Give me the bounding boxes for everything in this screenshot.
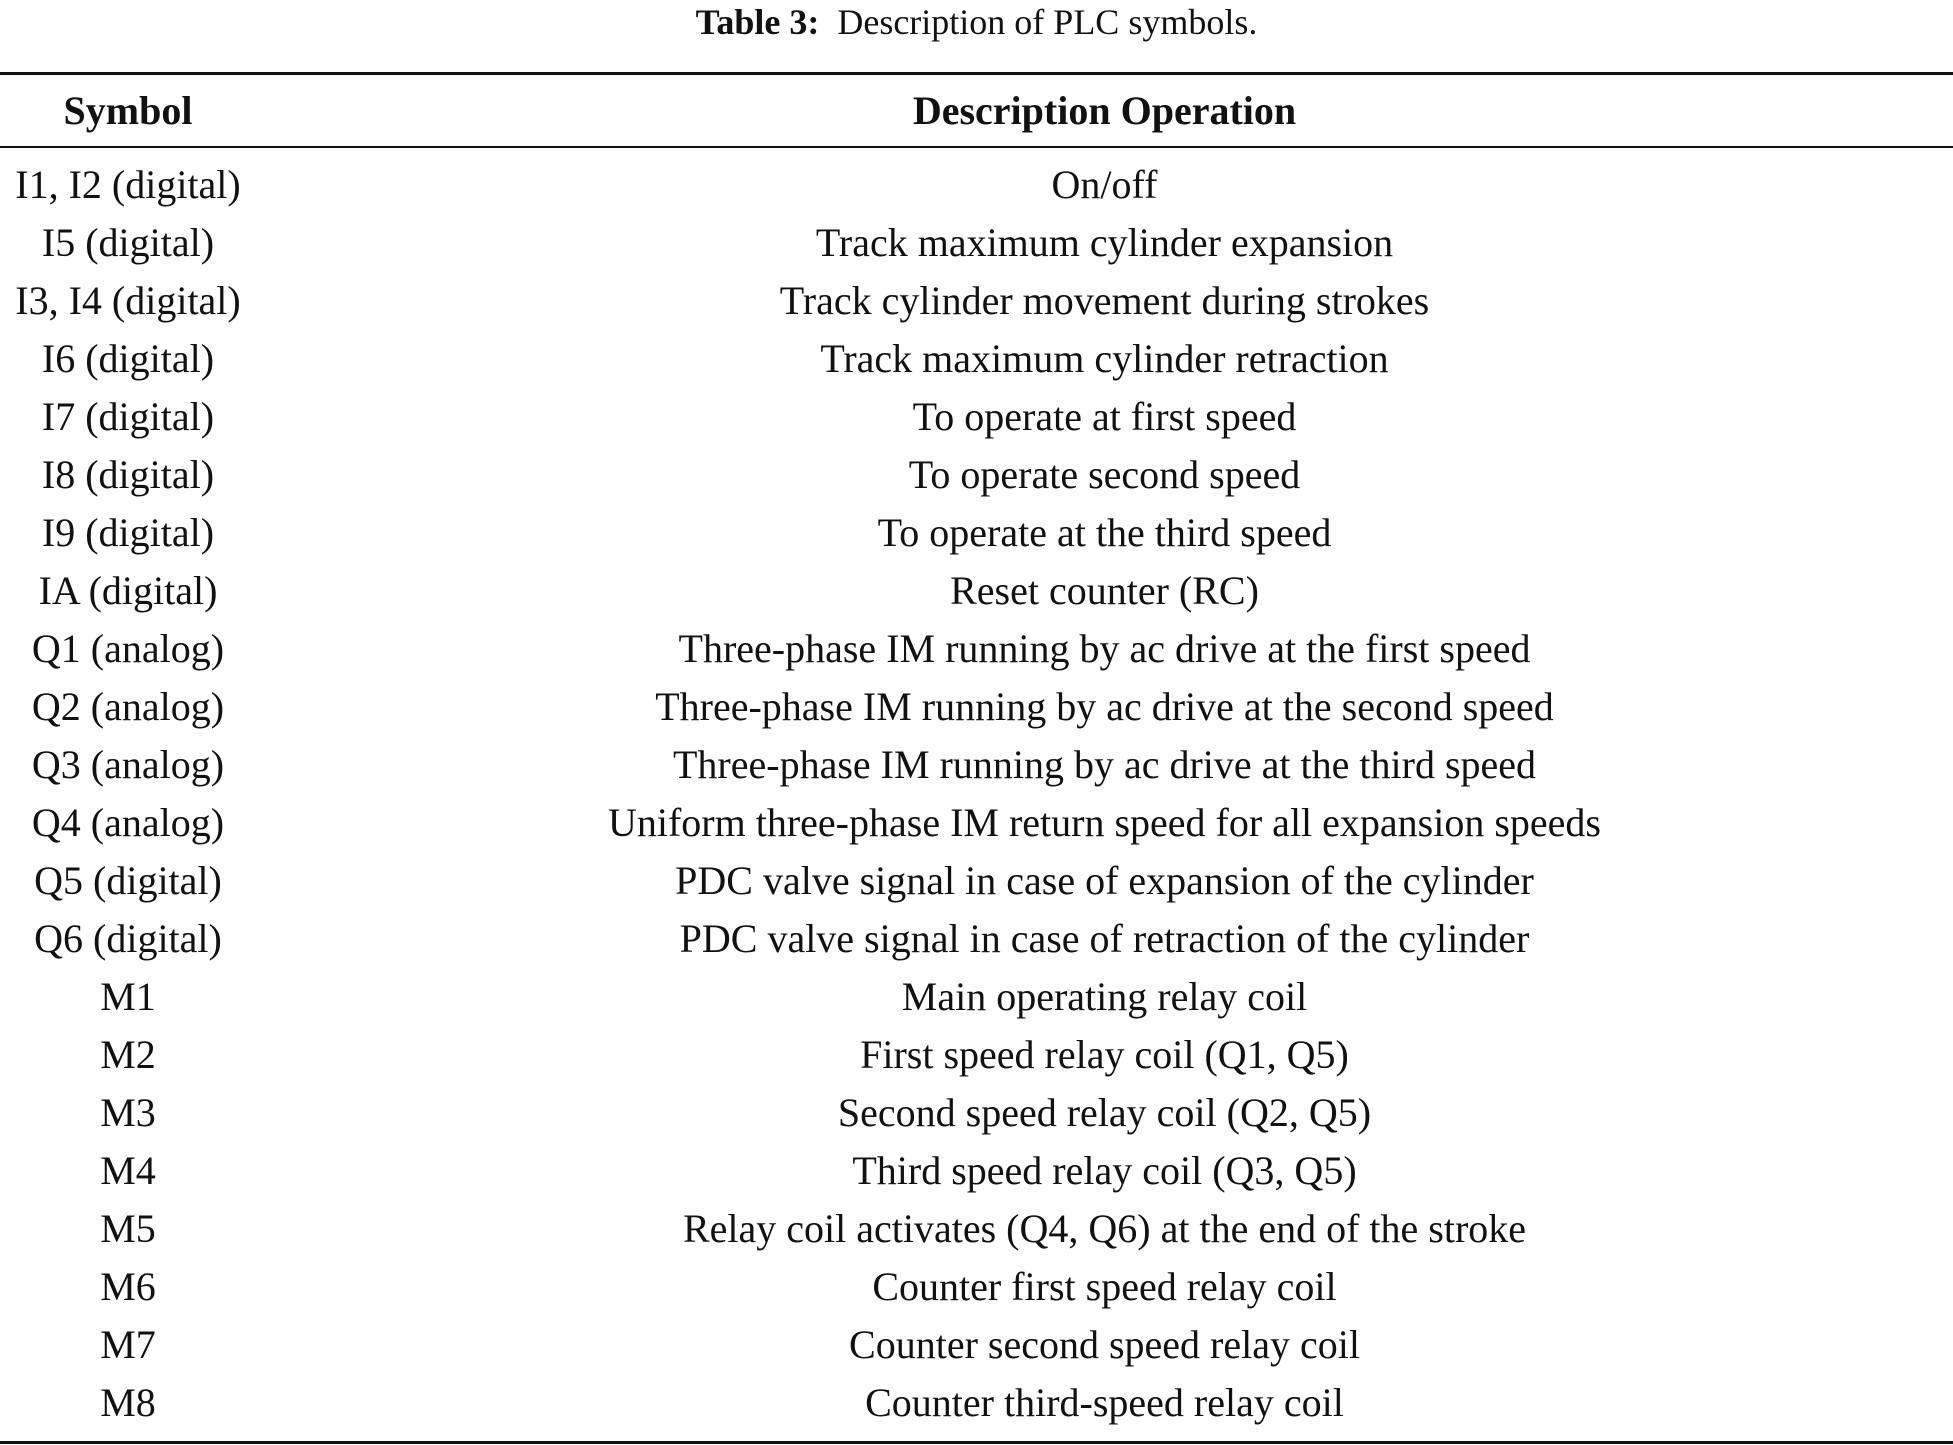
- description-cell: Uniform three-phase IM return speed for all expansion speeds: [607, 799, 1601, 845]
- symbol-cell: I9 (digital): [41, 509, 215, 555]
- table-row: [0, 329, 1953, 387]
- symbol-cell: IA (digital): [38, 567, 218, 613]
- table-row: [0, 619, 1953, 677]
- table-row: [0, 561, 1953, 619]
- description-cell: Counter second speed relay coil: [849, 1321, 1360, 1367]
- table-row: [0, 909, 1953, 967]
- symbol-cell: Q6 (digital): [34, 915, 222, 961]
- symbol-cell: M6: [100, 1263, 156, 1309]
- description-cell: First speed relay coil (Q1, Q5): [860, 1031, 1349, 1077]
- table-caption-text: Description of PLC symbols.: [837, 2, 1258, 42]
- description-cell: Main operating relay coil: [901, 973, 1308, 1019]
- description-cell: On/off: [1051, 161, 1158, 207]
- table-row: [0, 387, 1953, 445]
- table-row: [0, 445, 1953, 503]
- description-cell: Counter first speed relay coil: [872, 1263, 1337, 1309]
- table-row: [0, 503, 1953, 561]
- symbol-cell: M4: [100, 1147, 156, 1193]
- spacer-row: [0, 146, 1953, 155]
- table-row: [0, 1315, 1953, 1373]
- table-row: [0, 1025, 1953, 1083]
- header-symbol: Symbol: [63, 88, 193, 133]
- table-row: [0, 1257, 1953, 1315]
- symbol-cell: I5 (digital): [41, 219, 215, 265]
- description-cell: To operate at the third speed: [877, 509, 1332, 555]
- symbol-cell: Q4 (analog): [31, 799, 225, 845]
- table-row: [0, 793, 1953, 851]
- table-row: [0, 155, 1953, 213]
- symbol-cell: I1, I2 (digital): [15, 161, 241, 207]
- symbol-cell: Q3 (analog): [31, 741, 225, 787]
- symbol-cell: M2: [100, 1031, 156, 1077]
- symbol-cell: M7: [100, 1321, 156, 1367]
- table-row: [0, 851, 1953, 909]
- symbol-cell: M3: [100, 1089, 156, 1135]
- table-caption: [0, 0, 1953, 44]
- symbol-cell: M1: [100, 973, 156, 1019]
- table-row: [0, 967, 1953, 1025]
- table-row: [0, 1373, 1953, 1431]
- description-cell: Relay coil activates (Q4, Q6) at the end of the stroke: [682, 1205, 1527, 1251]
- description-cell: PDC valve signal in case of expansion of the cylinder: [675, 857, 1534, 903]
- table-row: [0, 1083, 1953, 1141]
- description-cell: To operate at first speed: [912, 393, 1297, 439]
- table-row: [0, 213, 1953, 271]
- symbol-cell: M5: [100, 1205, 156, 1251]
- symbol-cell: I3, I4 (digital): [15, 277, 241, 323]
- symbol-cell: Q2 (analog): [31, 683, 225, 729]
- description-cell: Reset counter (RC): [950, 567, 1259, 613]
- header-description-operation: Description Operation: [912, 88, 1297, 133]
- symbol-cell: Q5 (digital): [34, 857, 222, 903]
- table-caption-label: Table 3:: [695, 2, 820, 42]
- description-cell: Counter third-speed relay coil: [865, 1379, 1344, 1425]
- description-cell: Track cylinder movement during strokes: [779, 277, 1430, 323]
- table-bottom-rule: [0, 1441, 1953, 1444]
- description-cell: PDC valve signal in case of retraction of the cylinder: [679, 915, 1530, 961]
- description-cell: Three-phase IM running by ac drive at the third speed: [672, 741, 1537, 787]
- symbol-cell: Q1 (analog): [31, 625, 225, 671]
- table-row: [0, 271, 1953, 329]
- table-row: [0, 1199, 1953, 1257]
- table-row: [0, 677, 1953, 735]
- symbol-cell: I8 (digital): [41, 451, 215, 497]
- symbol-cell: M8: [100, 1379, 156, 1425]
- description-cell: To operate second speed: [908, 451, 1301, 497]
- description-cell: Track maximum cylinder expansion: [815, 219, 1394, 265]
- symbol-cell: I6 (digital): [41, 335, 215, 381]
- description-cell: Three-phase IM running by ac drive at the second speed: [655, 683, 1554, 729]
- description-cell: Third speed relay coil (Q3, Q5): [852, 1147, 1357, 1193]
- table-row: [0, 1141, 1953, 1199]
- plc-symbols-table: [0, 75, 1953, 1431]
- description-cell: Three-phase IM running by ac drive at the first speed: [678, 625, 1531, 671]
- table-header-row: [0, 75, 1953, 146]
- symbol-cell: I7 (digital): [41, 393, 215, 439]
- description-cell: Track maximum cylinder retraction: [820, 335, 1389, 381]
- description-cell: Second speed relay coil (Q2, Q5): [837, 1089, 1372, 1135]
- table-row: [0, 735, 1953, 793]
